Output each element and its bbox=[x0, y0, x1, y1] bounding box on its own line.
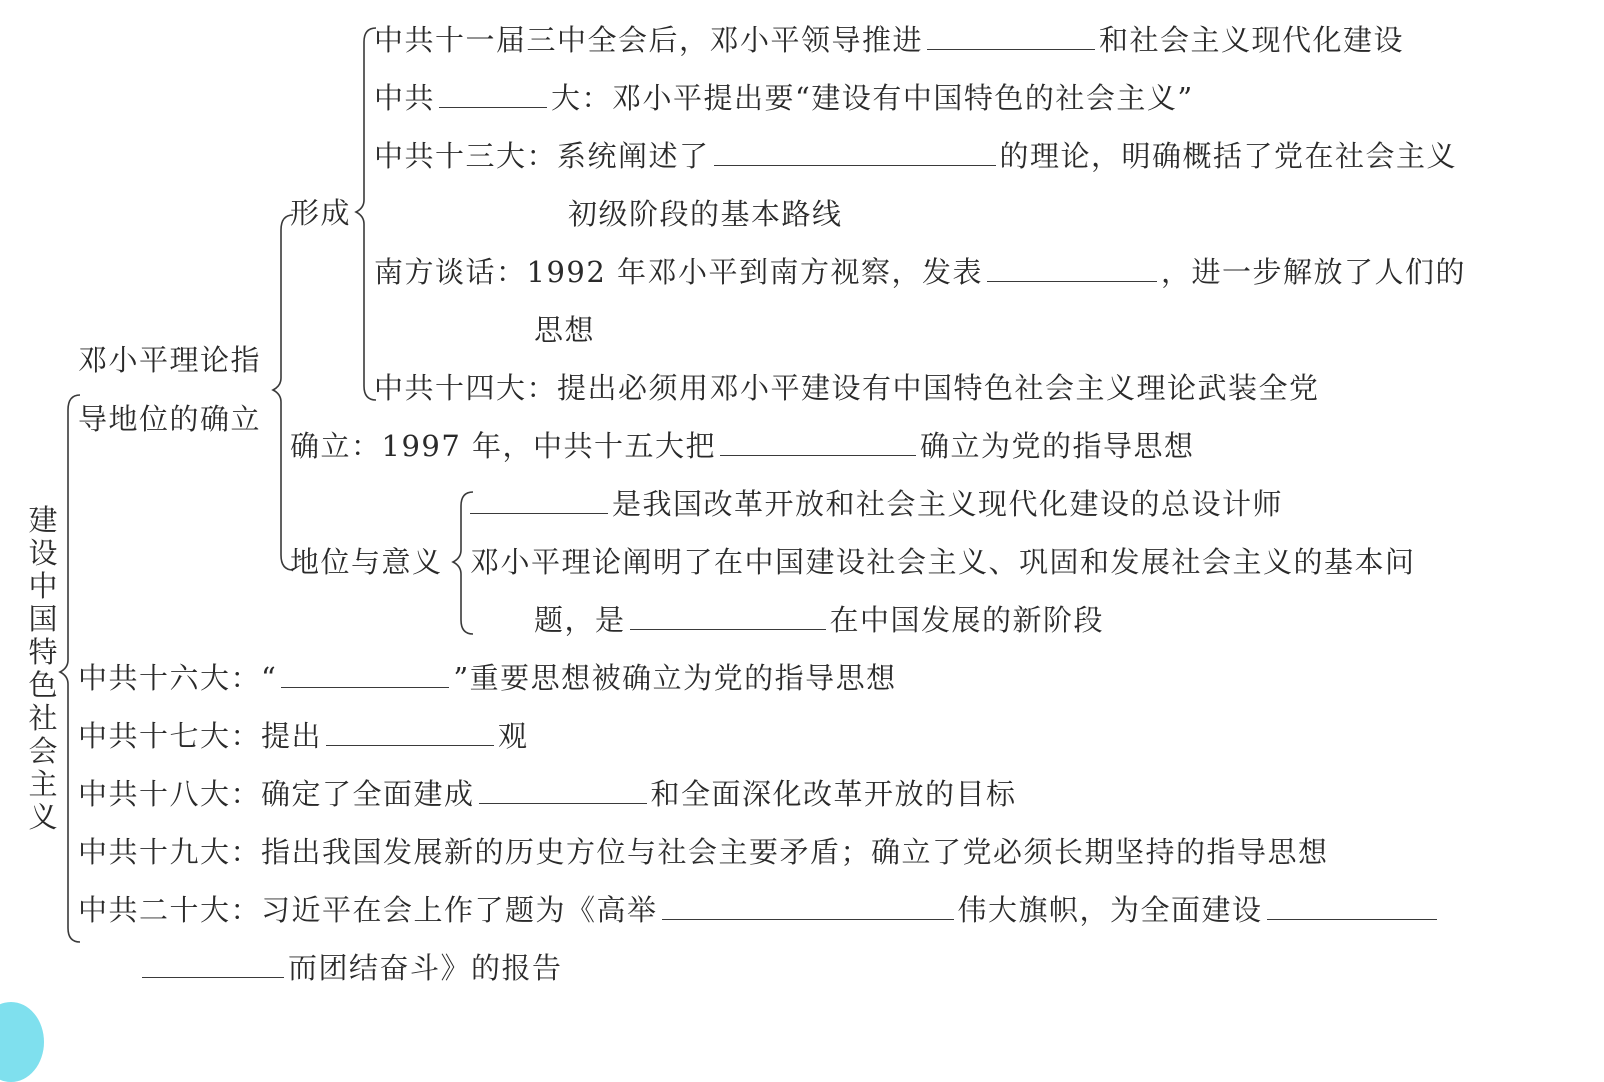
congress-20 bbox=[78, 892, 1441, 928]
root-title: 建设中国特色社会主义 bbox=[28, 503, 58, 834]
answer-blank[interactable] bbox=[326, 719, 494, 746]
significance-item-2-pre: 题，是 bbox=[534, 603, 626, 637]
congress-18-post: 和全面深化改革开放的目标 bbox=[650, 777, 1017, 811]
establish-pre: 确立：1997 年，中共十五大把 bbox=[290, 429, 717, 463]
answer-blank[interactable] bbox=[479, 777, 647, 804]
establish-item bbox=[290, 428, 1195, 464]
significance-item-1 bbox=[470, 486, 1283, 522]
significance-label: 地位与意义 bbox=[290, 545, 443, 579]
congress-16-post: ”重要思想被确立为党的指导思想 bbox=[453, 661, 897, 695]
deng-bracket bbox=[273, 215, 293, 570]
formation-item-5: 中共十四大：提出必须用邓小平建设有中国特色社会主义理论武装全党 bbox=[374, 371, 1320, 405]
congress-17 bbox=[78, 718, 529, 754]
answer-blank[interactable] bbox=[630, 603, 826, 630]
answer-blank[interactable] bbox=[662, 893, 954, 920]
formation-item-2-pre: 中共 bbox=[374, 81, 436, 115]
formation-item-4 bbox=[374, 254, 1466, 290]
establish-post: 确立为党的指导思想 bbox=[920, 429, 1195, 463]
congress-18 bbox=[78, 776, 1017, 812]
root-bracket bbox=[60, 395, 80, 942]
congress-20-cont-post: 而团结奋斗》的报告 bbox=[288, 951, 563, 985]
answer-blank[interactable] bbox=[987, 255, 1157, 282]
formation-item-1-post: 和社会主义现代化建设 bbox=[1099, 23, 1405, 57]
answer-blank[interactable] bbox=[470, 487, 608, 514]
formation-item-3 bbox=[374, 138, 1457, 174]
answer-blank[interactable] bbox=[439, 81, 547, 108]
significance-item-2-line1: 邓小平理论阐明了在中国建设社会主义、巩固和发展社会主义的基本问 bbox=[470, 545, 1416, 579]
formation-item-1-pre: 中共十一届三中全会后，邓小平领导推进 bbox=[374, 23, 924, 57]
answer-blank[interactable] bbox=[720, 429, 916, 456]
deng-title-line1: 邓小平理论指 bbox=[78, 343, 262, 377]
formation-item-1 bbox=[374, 22, 1404, 58]
formation-bracket bbox=[356, 28, 376, 400]
congress-20-cont bbox=[142, 950, 563, 986]
congress-20-mid: 伟大旗帜，为全面建设 bbox=[957, 893, 1263, 927]
congress-17-post: 观 bbox=[498, 719, 529, 753]
deng-title-line2: 导地位的确立 bbox=[78, 402, 262, 436]
congress-18-pre: 中共十八大：确定了全面建成 bbox=[78, 777, 475, 811]
congress-16-pre: 中共十六大：“ bbox=[78, 661, 278, 695]
significance-item-2-post: 在中国发展的新阶段 bbox=[829, 603, 1105, 637]
answer-blank[interactable] bbox=[1267, 893, 1437, 920]
answer-blank[interactable] bbox=[142, 951, 284, 978]
formation-item-2 bbox=[374, 80, 1194, 116]
significance-item-2-line2 bbox=[534, 602, 1104, 638]
answer-blank[interactable] bbox=[281, 661, 449, 688]
formation-item-4-pre: 南方谈话：1992 年邓小平到南方视察，发表 bbox=[374, 255, 984, 289]
answer-blank[interactable] bbox=[714, 139, 996, 166]
congress-20-pre: 中共二十大：习近平在会上作了题为《高举 bbox=[78, 893, 658, 927]
formation-item-2-post: 大：邓小平提出要“建设有中国特色的社会主义” bbox=[551, 81, 1194, 115]
answer-blank[interactable] bbox=[927, 23, 1095, 50]
formation-item-3-cont: 初级阶段的基本路线 bbox=[568, 197, 843, 231]
formation-item-4-cont: 思想 bbox=[534, 313, 596, 347]
formation-label: 形成 bbox=[290, 196, 352, 230]
formation-item-3-post: 的理论，明确概括了党在社会主义 bbox=[999, 139, 1458, 173]
congress-16 bbox=[78, 660, 897, 696]
formation-item-4-post: ，进一步解放了人们的 bbox=[1161, 255, 1467, 289]
congress-19: 中共十九大：指出我国发展新的历史方位与社会主要矛盾；确立了党必须长期坚持的指导思想 bbox=[78, 835, 1329, 869]
significance-item-1-post: 是我国改革开放和社会主义现代化建设的总设计师 bbox=[612, 487, 1284, 521]
formation-item-3-pre: 中共十三大：系统阐述了 bbox=[374, 139, 710, 173]
congress-17-pre: 中共十七大：提出 bbox=[78, 719, 323, 753]
